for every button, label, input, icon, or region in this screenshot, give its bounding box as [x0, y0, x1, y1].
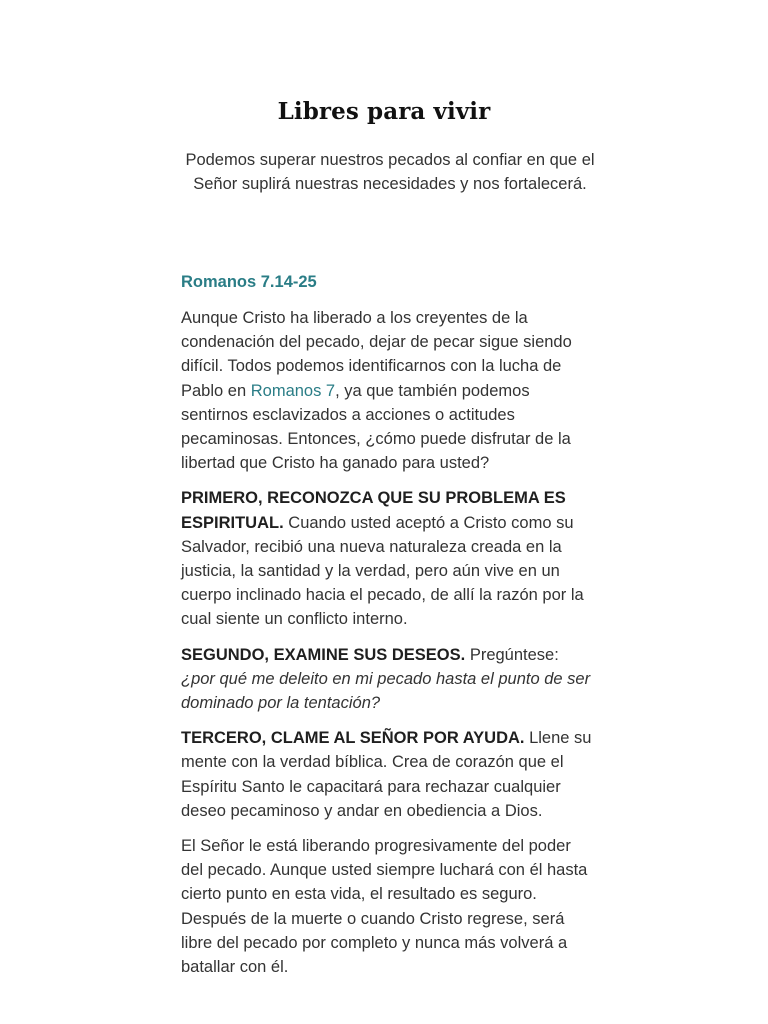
page-title: Libres para vivir	[277, 98, 491, 125]
second-step-question: ¿por qué me deleito en mi pecado hasta el punto de ser dominado por la tentación?	[181, 669, 591, 713]
second-step-lead: SEGUNDO, EXAMINE SUS DESEOS.	[181, 645, 466, 664]
intro-text-before-link: Aunque Cristo ha liberado a los creyentes de la condenación del pecado, dejar de pecar sigue siendo difícil. Todos podemos identificarnos con la lucha de Pablo en	[181, 309, 572, 400]
second-step-body: Pregúntese:	[465, 645, 559, 664]
first-step-body: Cuando usted aceptó a Cristo como su Salvador, recibió una nueva naturaleza creada en la justicia, la santidad y la verdad, pero aún vive en un cuerpo inclinado hacia el pecado, de allí la razón por la cual siente un conflicto interno.	[181, 513, 584, 629]
closing-paragraph: El Señor le está liberando progresivamente del poder del pecado. Aunque usted siempre luchará con él hasta cierto punto en esta vida, el resultado es seguro. Después de la muerte o cuando Cristo regrese, será libre del pecado por completo y nunca más volverá a batallar con él.	[181, 837, 588, 977]
scripture-reference-heading: Romanos 7.14-25	[181, 273, 317, 291]
first-step-lead: PRIMERO, RECONOZCA QUE SU PROBLEMA ES ESPIRITUAL.	[181, 489, 566, 532]
scripture-link-romanos-7[interactable]: Romanos 7	[250, 381, 336, 400]
second-step-paragraph	[181, 643, 596, 716]
first-step-paragraph	[181, 486, 596, 631]
page-subtitle: Podemos superar nuestros pecados al confiar en que el Señor suplirá nuestras necesidades y nos fortalecerá.	[185, 151, 595, 193]
third-step-body: Llene su mente con la verdad bíblica. Crea de corazón que el Espíritu Santo le capacitará para rechazar cualquier deseo pecaminoso y andar en obediencia a Dios.	[181, 729, 592, 820]
intro-text-after-link: , ya que también podemos sentirnos esclavizados a acciones o actitudes pecaminosas. Entonces, ¿cómo puede disfrutar de la libertad que Cristo ha ganado para usted?	[181, 381, 571, 473]
third-step-lead: TERCERO, CLAME AL SEÑOR POR AYUDA.	[181, 729, 525, 748]
third-step-paragraph	[181, 726, 596, 823]
article-body	[181, 270, 596, 990]
intro-paragraph	[181, 306, 596, 475]
